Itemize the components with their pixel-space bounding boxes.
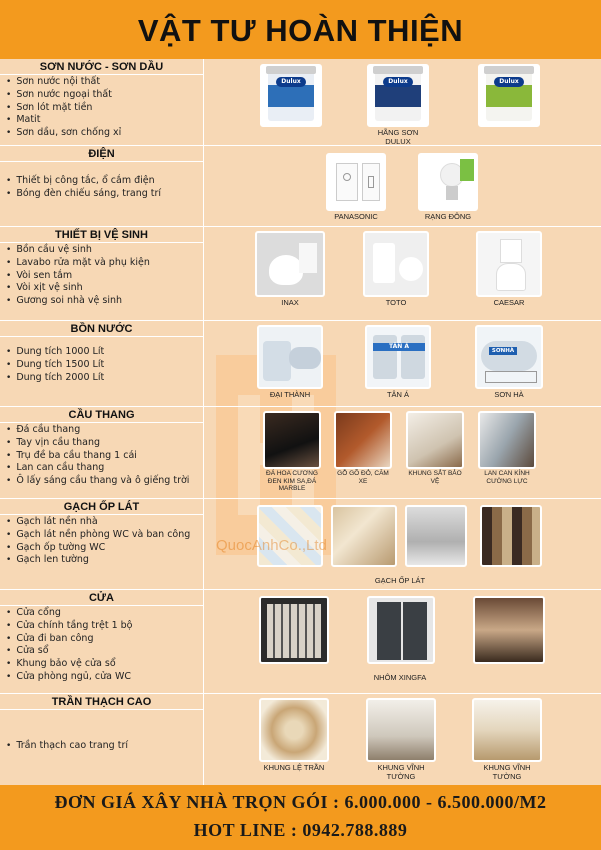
product-caption: TOTO xyxy=(385,298,407,307)
product-card xyxy=(261,411,323,493)
product-caption: ĐÁ HOA CƯƠNG ĐEN KIM SA,ĐÁ MARBLE xyxy=(266,470,318,492)
section-water-tank xyxy=(0,321,601,407)
section-title: CẦU THANG xyxy=(0,407,203,423)
ceiling-image xyxy=(259,698,329,762)
product-card xyxy=(476,231,542,307)
product-caption: NHÔM XINGFA xyxy=(373,673,427,682)
list-item: • Khung bảo vệ cửa sổ xyxy=(6,658,203,671)
product-card xyxy=(475,325,543,399)
item-list xyxy=(0,243,203,308)
switch-socket-image xyxy=(326,153,386,211)
paint-can-image: Dulux xyxy=(478,64,540,127)
stairs-image xyxy=(263,411,321,469)
list-item: • Sơn dầu, sơn chống xỉ xyxy=(6,127,203,140)
stairs-image xyxy=(334,411,392,469)
section-doors xyxy=(0,590,601,694)
item-list xyxy=(0,515,203,567)
product-card xyxy=(326,153,386,221)
light-bulb-image xyxy=(418,153,478,211)
product-caption: ĐẠI THÀNH xyxy=(269,390,311,399)
list-item: • Gạch lát nền nhà xyxy=(6,516,203,529)
section-title: BỒN NƯỚC xyxy=(0,321,203,337)
product-card xyxy=(418,153,478,221)
section-title: CỬA xyxy=(0,590,203,606)
product-caption: KHUNG VĨNH TƯỜNG xyxy=(483,763,531,781)
section-title: SƠN NƯỚC - SƠN DẦU xyxy=(0,59,203,75)
section-paint xyxy=(0,59,601,146)
list-item: • Cửa cổng xyxy=(6,607,203,620)
product-caption: GẠCH ỐP LÁT xyxy=(374,576,426,585)
product-caption: RẠNG ĐÔNG xyxy=(424,212,472,221)
product-card xyxy=(478,64,540,127)
list-item: • Vòi sen tắm xyxy=(6,270,203,283)
list-item: • Dung tích 2000 Lít xyxy=(6,372,203,385)
product-card xyxy=(260,64,322,127)
list-item: • Sơn nước ngoại thất xyxy=(6,89,203,102)
item-list xyxy=(0,337,203,384)
watermark-text: QuocAnhCo.,Ltd xyxy=(216,537,327,554)
product-card xyxy=(363,231,429,307)
list-item: • Đá cầu thang xyxy=(6,424,203,437)
door-image xyxy=(367,596,435,664)
section-title: GẠCH ỐP LÁT xyxy=(0,499,203,515)
product-card xyxy=(475,411,539,485)
product-card xyxy=(469,698,545,781)
toilet-image xyxy=(255,231,325,297)
list-item: • Thiết bị công tắc, ổ cắm điện xyxy=(6,175,203,188)
list-item: • Gương soi nhà vệ sinh xyxy=(6,295,203,308)
list-item: • Matit xyxy=(6,114,203,127)
list-item: • Sơn nước nội thất xyxy=(6,76,203,89)
page-title: VẬT TƯ HOÀN THIỆN xyxy=(137,13,464,48)
list-item: • Tay vịn cầu thang xyxy=(6,437,203,450)
item-list xyxy=(0,710,203,753)
product-caption: KHUNG LỆ TRẦN xyxy=(263,763,325,772)
list-item: • Trụ đề ba cầu thang 1 cái xyxy=(6,450,203,463)
tile-image xyxy=(257,505,323,567)
product-caption: GỖ GÕ ĐỎ, CĂM XE xyxy=(337,470,389,485)
list-item: • Lavabo rửa mặt và phụ kiện xyxy=(6,257,203,270)
section-title: THIẾT BỊ VỆ SINH xyxy=(0,227,203,243)
product-caption: INAX xyxy=(281,298,299,307)
item-list xyxy=(0,423,203,488)
list-item: • Gạch lát nền phòng WC và ban công xyxy=(6,529,203,542)
door-image xyxy=(259,596,329,664)
list-item: • Cửa sổ xyxy=(6,645,203,658)
water-tank-image: TÂN Á xyxy=(365,325,431,389)
toilet-image xyxy=(363,231,429,297)
product-card xyxy=(332,411,394,485)
item-list xyxy=(0,162,203,201)
list-item: • Dung tích 1500 Lít xyxy=(6,359,203,372)
product-card xyxy=(257,698,331,772)
ceiling-image xyxy=(472,698,542,762)
list-item: • Bồn cầu vệ sinh xyxy=(6,244,203,257)
product-caption: KHUNG VĨNH TƯỜNG xyxy=(377,763,425,781)
section-stairs xyxy=(0,407,601,499)
stairs-image xyxy=(406,411,464,469)
product-card xyxy=(363,698,439,781)
section-ceiling xyxy=(0,694,601,785)
list-item: • Sơn lót mặt tiền xyxy=(6,102,203,115)
tile-image xyxy=(405,505,467,567)
section-sanitary xyxy=(0,227,601,321)
product-caption: KHUNG SẮT BẢO VỆ xyxy=(408,470,462,485)
ceiling-image xyxy=(366,698,436,762)
list-item: • Gạch ốp tường WC xyxy=(6,542,203,555)
paint-can-image: Dulux xyxy=(367,64,429,127)
product-caption: LAN CAN KÍNH CƯỜNG LỰC xyxy=(484,470,530,485)
price-text: ĐƠN GIÁ XÂY NHÀ TRỌN GÓI : 6.000.000 - 6.500.000/M2 xyxy=(54,792,547,812)
list-item: • Ô lấy sáng cầu thang và ô giếng trời xyxy=(6,475,203,488)
product-card xyxy=(255,231,325,307)
section-title: ĐIỆN xyxy=(0,146,203,162)
item-list xyxy=(0,75,203,140)
content-panel xyxy=(0,59,601,785)
list-item: • Lan can cầu thang xyxy=(6,462,203,475)
product-caption: PANASONIC xyxy=(334,212,378,221)
toilet-image xyxy=(476,231,542,297)
list-item: • Trần thạch cao trang trí xyxy=(6,740,203,753)
list-item: • Cửa phòng ngủ, cửa WC xyxy=(6,671,203,684)
water-tank-image xyxy=(257,325,323,389)
product-caption: SƠN HÀ xyxy=(494,390,524,399)
list-item: • Vòi xịt vệ sinh xyxy=(6,282,203,295)
door-image xyxy=(473,596,545,664)
stairs-image xyxy=(478,411,536,469)
product-card xyxy=(365,325,431,399)
product-caption: TÂN Á xyxy=(386,390,410,399)
product-caption: CAESAR xyxy=(493,298,525,307)
list-item: • Cửa chính tầng trệt 1 bộ xyxy=(6,620,203,633)
list-item: • Bóng đèn chiếu sáng, trang trí xyxy=(6,188,203,201)
list-item: • Dung tích 1000 Lít xyxy=(6,346,203,359)
section-electric xyxy=(0,146,601,227)
product-card xyxy=(367,64,429,146)
water-tank-image: SƠNHÀ xyxy=(475,325,543,389)
tile-image xyxy=(480,505,542,567)
section-title: TRẦN THẠCH CAO xyxy=(0,694,203,710)
hotline-text: HOT LINE : 0942.788.889 xyxy=(193,820,408,840)
product-card xyxy=(404,411,466,485)
paint-can-image: Dulux xyxy=(260,64,322,127)
footer xyxy=(0,789,601,845)
product-caption: HÃNG SƠN DULUX xyxy=(377,128,419,146)
list-item: • Gạch len tường xyxy=(6,554,203,567)
list-item: • Cửa đi ban công xyxy=(6,633,203,646)
tile-image xyxy=(331,505,397,567)
item-list xyxy=(0,606,203,684)
product-card xyxy=(257,325,323,399)
